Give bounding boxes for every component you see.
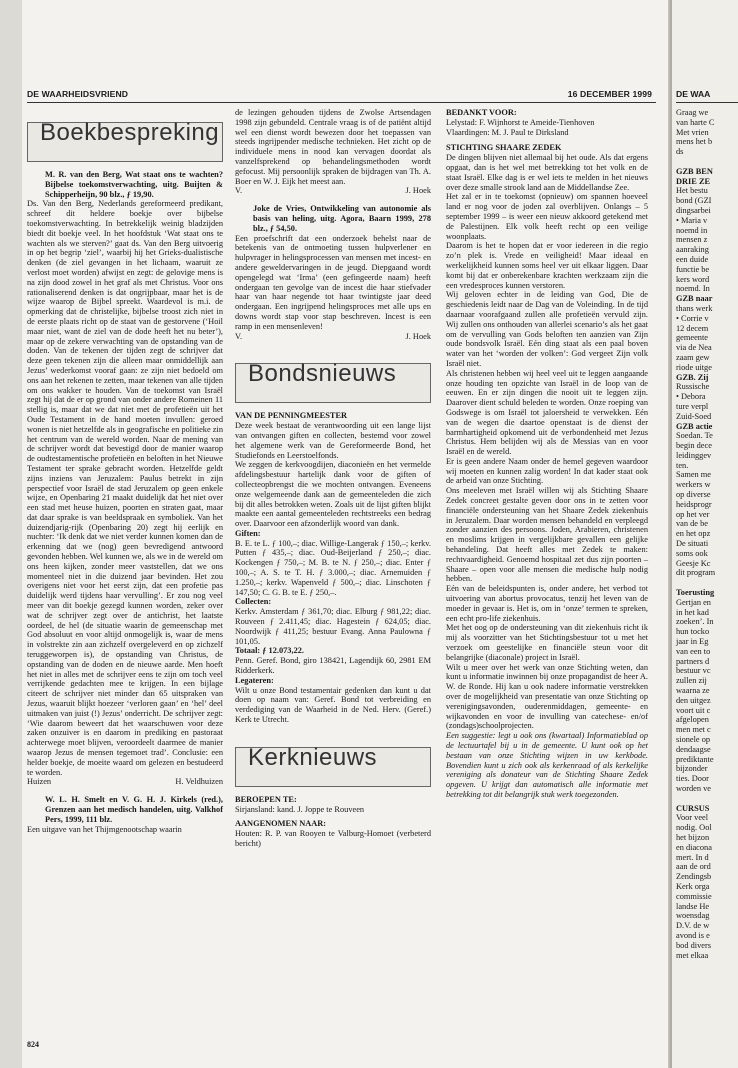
next-page-line: zullen zij xyxy=(676,676,707,686)
next-page-line: werkers w xyxy=(676,480,711,490)
review-3-signature xyxy=(235,332,431,342)
next-page-line: sionele op xyxy=(676,735,711,744)
next-page-line: leidinggev xyxy=(676,450,712,460)
next-page-line: bond (GZI xyxy=(676,196,712,206)
shaare-zedek-heading: STICHTING SHAARE ZEDEK xyxy=(446,143,562,153)
next-page-line: De situati xyxy=(676,539,709,549)
review-1-heading: M. R. van den Berg, Wat staat ons te wachten? Bijbelse toekomstverwachting, uitg. Buijten & Schipperheijn, 90 blz., ƒ 19,90. xyxy=(45,170,223,199)
next-page-line: D.V. de w xyxy=(676,921,710,931)
section-title-bondsnieuws: Bondsnieuws xyxy=(235,363,431,403)
aangenomen-text: Houten: R. P. van Rooyen te Valburg-Homoet (verbeterd bericht) xyxy=(235,829,431,849)
shaare-p8: Eén van de beleidspunten is, onder andere, het verbod tot uitvoering van abortus provocatus, tenzij het leven van de moeder in gevaar is. Het is, om in ‘onze’ termen te spreken, een echt pro-life ziekenhuis. xyxy=(446,584,648,623)
next-page-line: GZB BEN xyxy=(676,166,713,176)
bedankt-text: Lelystad: F. Wijnhorst te Ameide-Tienhoven Vlaardingen: M. J. Paul te Dirksland xyxy=(446,117,595,137)
next-page-line: waarna ze xyxy=(676,686,710,696)
shaare-p4: Wij geloven echter in de leiding van God, Die de geschiedenis leidt naar de Dag van de Voleinding. In de tijd daarnaar voorafgaand zullen alle profetieën vervuld zijn. Wij zullen ons onthouden van allerlei scenario’s als het gaat om de vervulling van Gods beloften ten aanzien van Zijn oude bondsvolk Israël. Eén ding staat als een paal boven water van het ‘worden der volken’: God vergeet Zijn volk Israël niet. xyxy=(446,290,648,368)
shaare-p6: Er is geen andere Naam onder de hemel gegeven waardoor wij moeten en kunnen zalig worden! In dat kader staat ook de arbeid van onze Stichting. xyxy=(446,456,648,486)
next-page-line: Samen me xyxy=(676,470,711,480)
next-page-line: Toerusting xyxy=(676,588,715,598)
next-page-line: Soedan. Te xyxy=(676,431,713,441)
next-page-line: Russische xyxy=(676,382,710,392)
penningmeester-heading: VAN DE PENNINGMEESTER xyxy=(235,411,348,421)
next-page-line: van harte C xyxy=(676,117,715,127)
next-page-line: bestuur vc xyxy=(676,666,711,676)
next-page-column xyxy=(676,108,738,960)
review-2-heading: W. L. H. Smelt en V. G. H. J. Kirkels (red.), Grenzen aan het medisch handelen, uitg. Valkhof Pers, 1999, 111 blz. xyxy=(45,795,223,824)
next-page-line: ture verpl xyxy=(676,401,709,411)
next-page-line: Het bestu xyxy=(676,186,708,196)
next-page-line: aanraking xyxy=(676,245,709,255)
shaare-p10: Wilt u meer over het werk van onze Stichting weten, dan kunt u informatie inwinnen bij onze propagandist de heer A. W. de Ronde. Hij kan u ook nadere informatie verstrekken over de mogelijkheid van presentatie van onze Stichting op verenigingsavonden, ouderenmiddagen, gemeente- en wijkavonden en voor de invulling van catechese- en/of (zondags)schoolprojecten. xyxy=(446,662,648,731)
next-page-line: partners d xyxy=(676,656,710,666)
review-2-text-start: Een uitgave van het Thijmgenootschap waarin xyxy=(27,824,182,834)
shaare-p1: De dingen blijven niet allemaal bij het oude. Als dat ergens opgaat, dan is het wel met betrekking tot het volk en de staat Israël. Elke dag is er wel iets te melden in het nieuws over deze smalle strook land aan de Middellandse Zee. xyxy=(446,153,648,192)
shaare-p7: Ons meeleven met Israël willen wij als Stichting Shaare Zedek concreet gestalte geven door ons in te zetten voor financiële ondersteuning van het Shaare Zedek ziekenhuis in Jeruzalem. Daar worden mensen behandeld en verpleegd zonder aanzien des persoons. Joden, Arabieren, christenen en moslims krijgen in vergelijkbare gevallen een gelijke behandeling. Dat heeft alles met Zedek te maken: rechtvaardigheid. Genoemd hospitaal zet dus zijn poorten – Shaare – open voor alle mensen die medische hulp nodig hebben. xyxy=(446,486,648,584)
next-page-line: Graag we xyxy=(676,108,709,117)
next-page-line: dit program xyxy=(676,568,716,578)
next-page-line: Zendingsb xyxy=(676,872,712,882)
next-page-line: zaam gew xyxy=(676,352,710,362)
next-page-line: commissie xyxy=(676,891,712,901)
next-page-line: een duide xyxy=(676,254,709,264)
next-page-line: landse He xyxy=(676,901,710,911)
next-page-line xyxy=(676,794,738,804)
next-page-line: avond is e xyxy=(676,930,710,940)
next-page-line: noemd. In xyxy=(676,284,710,294)
next-page-line: CURSUS xyxy=(676,803,710,813)
next-page-line: dendaagse xyxy=(676,744,711,754)
next-page-line: woensdag xyxy=(676,911,710,921)
review-1-author: H. Veldhuizen xyxy=(175,777,223,787)
collecten-label: Collecten: xyxy=(235,597,272,607)
page-header-title: DE WAARHEIDSVRIEND xyxy=(27,89,129,99)
next-page-line: soms ook xyxy=(676,548,708,558)
next-page-line: en diacona xyxy=(676,842,712,852)
next-page-line: jaar in Eg xyxy=(676,637,709,647)
next-page-line: • Corrie v xyxy=(676,313,709,323)
review-3-sig-right: J. Hoek xyxy=(405,331,431,341)
next-page-line: nodig. Ool xyxy=(676,823,712,833)
next-page-line: den uitgez xyxy=(676,695,711,705)
next-page-line: dingsarbei xyxy=(676,205,711,215)
bedankt-label: BEDANKT VOOR: xyxy=(446,108,517,117)
next-page-header-rule xyxy=(676,102,738,103)
totaal: Totaal: ƒ 12.073,22. xyxy=(235,646,304,656)
beroepen-text: Sirjansland: kand. J. Joppe te Rouveen xyxy=(235,804,365,814)
next-page-line: van de be xyxy=(676,519,708,529)
next-page-line: kers word xyxy=(676,274,710,284)
next-page-line: het bijzon xyxy=(676,832,710,842)
giften-label: Giften: xyxy=(235,528,261,538)
column-1 xyxy=(27,119,223,834)
next-page-line: op het ver xyxy=(676,509,710,519)
next-page-line: ds xyxy=(676,147,684,157)
next-page-line: ties. Door xyxy=(676,774,709,784)
next-page-line: van een to xyxy=(676,646,711,656)
review-3-text: Een proefschrift dat een onderzoek behelst naar de betekenis van de ontmoeting tussen hulpverlener en hulpvrager in helingsprocessen van mensen met incest- en andere geweldervaringen in de jeugd. Diepgaand wordt opengelegd wat ‘Irma’ (een gefingeerde naam) heeft ondergaan ten gevolge van de incest die haar stiefvader haar van haar negende tot haar twintigste jaar deed ondergaan. Een ingrijpend helingsproces met alle ups en downs wordt stap voor stap beschreven. Incest is een ramp in een mensenleven! xyxy=(235,233,431,331)
next-page-line: mensen z xyxy=(676,235,708,245)
next-page-line: op diverse xyxy=(676,490,711,500)
next-page-line: zoeken’. In xyxy=(676,617,714,627)
penningmeester-address: Penn. Geref. Bond, giro 138421, Lagendijk 60, 2981 EM Ridderkerk. xyxy=(235,656,431,676)
collecten-list: Kerkv. Amsterdam ƒ 361,70; diac. Elburg ƒ 981,22; diac. Rouveen ƒ 2.411,45; diac. Hagestein ƒ 624,05; diac. Noordwijk ƒ 411,25; bestuur Evang. Anna Paulowna ƒ 101,05. xyxy=(235,607,431,646)
legateren-label: Legateren: xyxy=(235,675,274,685)
review-1-text: Ds. Van den Berg, Nederlands gereformeerd predikant, schreef dit heldere boekje over bijbelse toekomstverwachting. In betrekkelijk weinig bladzijden biedt dit boekje veel. In het hoofdstuk ‘Wat staat ons te wachten als we sterven?’ gaat ds. Van den Berg uitvoerig in op het begrip ‘ziel’, waarbij hij het Grieks-dualistische denken (de ziel gevangen in het lichaam, waaruit ze verlost moet worden) afwijst en zegt: de gelovige mens is na zijn dood zowel in het graf als met Christus. Voor ons rationaliserend denken is dat ongrijpbaar, maar het is de wijze waarop de Bijbel spreekt. Waardevol is m.i. de opmerking dat de christelijke, bijbelse troost zich niet in de eerste plaats richt op de staat van de gestorvene (‘Hoil maar niet, want de ziel van de dode heeft het nu beter’), maar op de zekere verwachting van de opstanding van de doden. Van de tekenen der tijden zegt de schrijver dat deze geen tekenen zijn die alleen maar onmiddellijk aan Jezus’ wederkomst vooraf gaan: ze zijn niet bedoeld om ons aan het rekenen te zetten, maar tekenen van alle tijden om ons wakker te houden. Van de toekomst van Israël zegt hij dat de er op grond van onder andere Romeinen 11 stellig is, maar dat we dat niet met de profetieën uit het Oude Testament in de hand moeten invullen: geroed wonen is niet hetzelfde als in geografische en politieke zin het centrum van de wereld worden. Naar de mening van de schrijver wordt dat bevestigd door de manier waarop de oudtestamentische profetieën en beloften in het Nieuwe Testament ter sprake gebracht worden. Hetzelfde geldt zijns inziens van Jeruzalem: Paulus betrekt in zijn perspectief voor Israël de stad Jeruzalem op geen enkele wijze, en Openbaring 21 maakt duidelijk dat het niet over een stad met heuse huizen, poorten en straten gaat, maar dat daar sprake is van beeldspraak en symboliek. Van het duizendjarig-rijk (Openbaring 20) zegt hij eerlijk en nuchter: ‘Ik denk dat we niet verder kunnen komen dan de erkenning dat we (nog) geen bevredigend antwoord gevonden hebben. Wel kunnen we, als we in de wereld om ons heen kijken, zonder meer vaststellen, dat we ons momenteel niet in die duizend jaar bevinden. Het zou overigens niet voor het eerst zijn, dat een profetie pas duidelijk werd tijdens haar vervulling’. Er zou nog veel meer van dit boekje gezegd kunnen worden, zeker over wat de schrijver zegt over de antichrist, het laatste oordeel, de hel (de situatie waarin de gemeenschap met God absoluut en voor altijd onmogelijk is, waar de mens in volstrekte zin aan zichzelf overgeleverd en op zichzelf teruggeworpen is), de opstanding van Christus, de opstanding van de doden en de nieuwe aarde. Men hoeft het niet in alles met de schrijver eens te zijn om toch veel verrijkende gedachten mee te krijgen. In een bijlage citeert de schrijver niet minder dan 65 uitspraken van Jezus, waaruit blijkt hoezeer ‘verloren gaan’ en ‘hel’ deel uitmaken van juist (!) Jezus’ onderricht. De schrijver zegt: ‘Wie daarom beweert dat het waarschuwen voor deze zaken onzuiver is en daarom in prediking en pastoraat achterwege moet blijven, veroordeelt daarmee de manier waarop Jezus de mensen tegemoet trad’. Conclusie: een helder boekje, de moeite waard om gelezen en bestudeerd te worden. xyxy=(27,199,223,777)
giften-list: B. E. te L. ƒ 100,–; diac. Willige-Langerak ƒ 150,–; kerkv. Putten ƒ 435,–; diac. Oud-Beijerland ƒ 250,–; diac. Kockengen ƒ 750,–; M. B. te N. ƒ 250,–; diac. Enter ƒ 100,–; A. S. te T. H. ƒ 3.000,–; diac. Arnemuiden ƒ 1.250,–; kerkv. Wapenveld ƒ 500,–; diac. Linschoten ƒ 147,50; C. G. B. te E. ƒ 250,–. xyxy=(235,538,431,597)
next-page-line: bijzonder xyxy=(676,764,708,774)
next-page-line: gemeente xyxy=(676,333,708,343)
review-2-signature xyxy=(235,186,431,196)
penningmeester-text-2: We zeggen de kerkvoogdijen, diaconieën en het vermelde afdelingsbestuur hartelijk dank voor de giften of collecteopbrengst die we mochten ontvangen. Eveneens onze welgemeende dank aan de gemeenteleden die zich bij dit alles betrokken weten. Zoals uit de lijst giften blijkt maakte een aantal gemeenteleden rechtstreeks een bedrag over. Daarvoor een afzonderlijk woord van dank. xyxy=(235,460,431,529)
column-2 xyxy=(235,108,431,849)
next-page-line: DRIE ZE xyxy=(676,176,711,186)
page-header-date: 16 DECEMBER 1999 xyxy=(567,89,652,99)
next-page-line: Geesje Kc xyxy=(676,558,711,568)
next-page-line: Kerk orga xyxy=(676,881,710,891)
beroepen-label: BEROEPEN TE: xyxy=(235,794,297,804)
next-page-line: mens het b xyxy=(676,137,713,147)
next-page-line: riode uitge xyxy=(676,362,712,372)
next-page-line: functie be xyxy=(676,264,710,274)
shaare-p5: Als christenen hebben wij heel veel uit te leggen aangaande onze houding ten opzichte van Israël in de loop van de eeuwen. En er zijn dingen die nooit uit te leggen zijn. Daarover dient schuld beleden te worden. Onze roeping van Godswege is om Israël tot jaloersheid te verwekken. Eén van de wegen die daartoe openstaat is de dienst der barmhartigheid opkomend uit de verbondenheid met Jezus Christus. Hem belijden wij als de Messias van en voor Israël en de wereld. xyxy=(446,368,648,457)
next-page-line: Gertjan en xyxy=(676,597,711,607)
next-page-line: in het kad xyxy=(676,607,709,617)
next-page-line: prediktante xyxy=(676,754,714,764)
shaare-p9: Met het oog op de ondersteuning van dit ziekenhuis richt ik mij als voorzitter van het Stichtingsbestuur tot u met het verzoek om geestelijke en financiële steun voor dit belangrijke (diaconale) project in Israël. xyxy=(446,623,648,662)
penningmeester-text-1: Deze week bestaat de verantwoording uit een lange lijst van ontvangen giften en collecten, bestemd voor zowel het algemene werk van de Gereformeerde Bond, het Studiefonds en Leerstoelfonds. xyxy=(235,421,431,460)
next-page-line: • Maria v xyxy=(676,215,708,225)
review-1-signature xyxy=(27,777,223,787)
next-page-line: hun tocko xyxy=(676,627,710,637)
section-title-kerknieuws: Kerknieuws xyxy=(235,747,431,787)
review-2-text-continued: de lezingen gehouden tijdens de Zwolse Artsendagen 1998 zijn gebundeld. Centrale vraag is of de patiënt altijd wel een dienst wordt bewezen door het toepassen van steeds ingrijpender medische technieken. Het zicht op de individuele mens in nood kan vervagen doordat als vanzelfsprekend op behandelingsmethoden wordt gefocust. Mij persoonlijk spraken de bijdragen van Th. A. Boer en W. J. Eijk het meest aan. xyxy=(235,108,431,186)
next-page-line: GZB. Zij xyxy=(676,372,709,382)
next-page-line: mert. In d xyxy=(676,852,709,862)
next-page-line: begin dece xyxy=(676,441,712,451)
legateren-text: Wilt u onze Bond testamentair gedenken dan kunt u dat doen op naam van: Geref. Bond tot verbreiding en verdediging van de Waarheid in de Ned. Herv. (Geref.) Kerk te Utrecht. xyxy=(235,685,431,725)
aangenomen-label: AANGENOMEN NAAR: xyxy=(235,819,327,829)
header-rule xyxy=(27,102,656,103)
shaare-p3: Daarom is het te hopen dat er voor iedereen in die regio zo’n plek is. Vrede en veiligheid! Maar ideaal en werkelijkheid kunnen soms heel ver uit elkaar liggen. Daar komt bij dat er onberekenbare krachten werkzaam zijn die een vredesproces kunnen verstoren. xyxy=(446,241,648,290)
next-page-line: Voor veel xyxy=(676,813,709,823)
review-3-sig-left: V. xyxy=(235,331,243,341)
newspaper-page xyxy=(22,0,670,1068)
page-number: 824 xyxy=(27,1040,39,1049)
next-page-line xyxy=(676,578,738,588)
next-page-line: worden ve xyxy=(676,783,711,793)
next-page-line: aan de ord xyxy=(676,862,711,872)
next-page-line: • Debora xyxy=(676,392,706,402)
review-3-heading: Joke de Vries, Ontwikkeling van autonomie als basis van heling, uitg. Agora, Baarn 1999, 278 blz., ƒ 54,50. xyxy=(253,204,431,233)
next-page-line: ten. xyxy=(676,460,689,470)
column-3 xyxy=(446,108,648,800)
next-page-edge xyxy=(672,0,738,1068)
left-page-edge xyxy=(0,0,22,1068)
next-page-line xyxy=(676,157,738,167)
next-page-line: Zuid-Soed xyxy=(676,411,712,421)
next-page-header: DE WAA xyxy=(676,89,711,99)
shaare-p11: Een suggestie: legt u ook ons (kwartaal) Informatieblad op de lectuurtafel bij u in de gemeente. U kunt ook op het bestaan van onze Stichting wijzen in uw kerkbode. Bovendien kunt u zich ook als kerkenraad of als kerkelijke vereniging als donateur van de Stichting Shaare Zedek opgeven. U krijgt dan automatisch alle informatie met betrekking tot dit belangrijk stuk werk toegezonden. xyxy=(446,731,648,799)
next-page-line: en het opz xyxy=(676,529,711,539)
next-page-line: heidsprogr xyxy=(676,499,712,509)
section-title-boekbespreking: Boekbespreking xyxy=(27,122,223,162)
next-page-line: men met c xyxy=(676,725,711,735)
next-page-line: GZB actie xyxy=(676,421,713,431)
next-page-line: bod divers xyxy=(676,940,711,950)
next-page-line: Met vrien xyxy=(676,127,709,137)
next-page-line: via de Nea xyxy=(676,343,712,353)
next-page-line: met elkaa xyxy=(676,950,709,960)
next-page-line: thans werk xyxy=(676,303,713,313)
review-2-sig-left: V. xyxy=(235,186,243,196)
next-page-line: GZB naar xyxy=(676,294,713,304)
review-1-place: Huizen xyxy=(27,777,52,787)
next-page-line: voort uit c xyxy=(676,705,711,715)
review-2-sig-right: J. Hoek xyxy=(405,186,431,196)
next-page-line: noemd in xyxy=(676,225,708,235)
next-page-line: 12 decem xyxy=(676,323,709,333)
next-page-line: afgelopen xyxy=(676,715,709,725)
shaare-p2: Het zal er in te toekomst (opnieuw) om spannen hoeveel land er nog voor de joden zal overblijven. Onlangs – 5 september 1999 – is weer een nieuw akkoord getekend met de Palestijnen. Elk volk heeft recht op een veilige woonplaats. xyxy=(446,192,648,241)
